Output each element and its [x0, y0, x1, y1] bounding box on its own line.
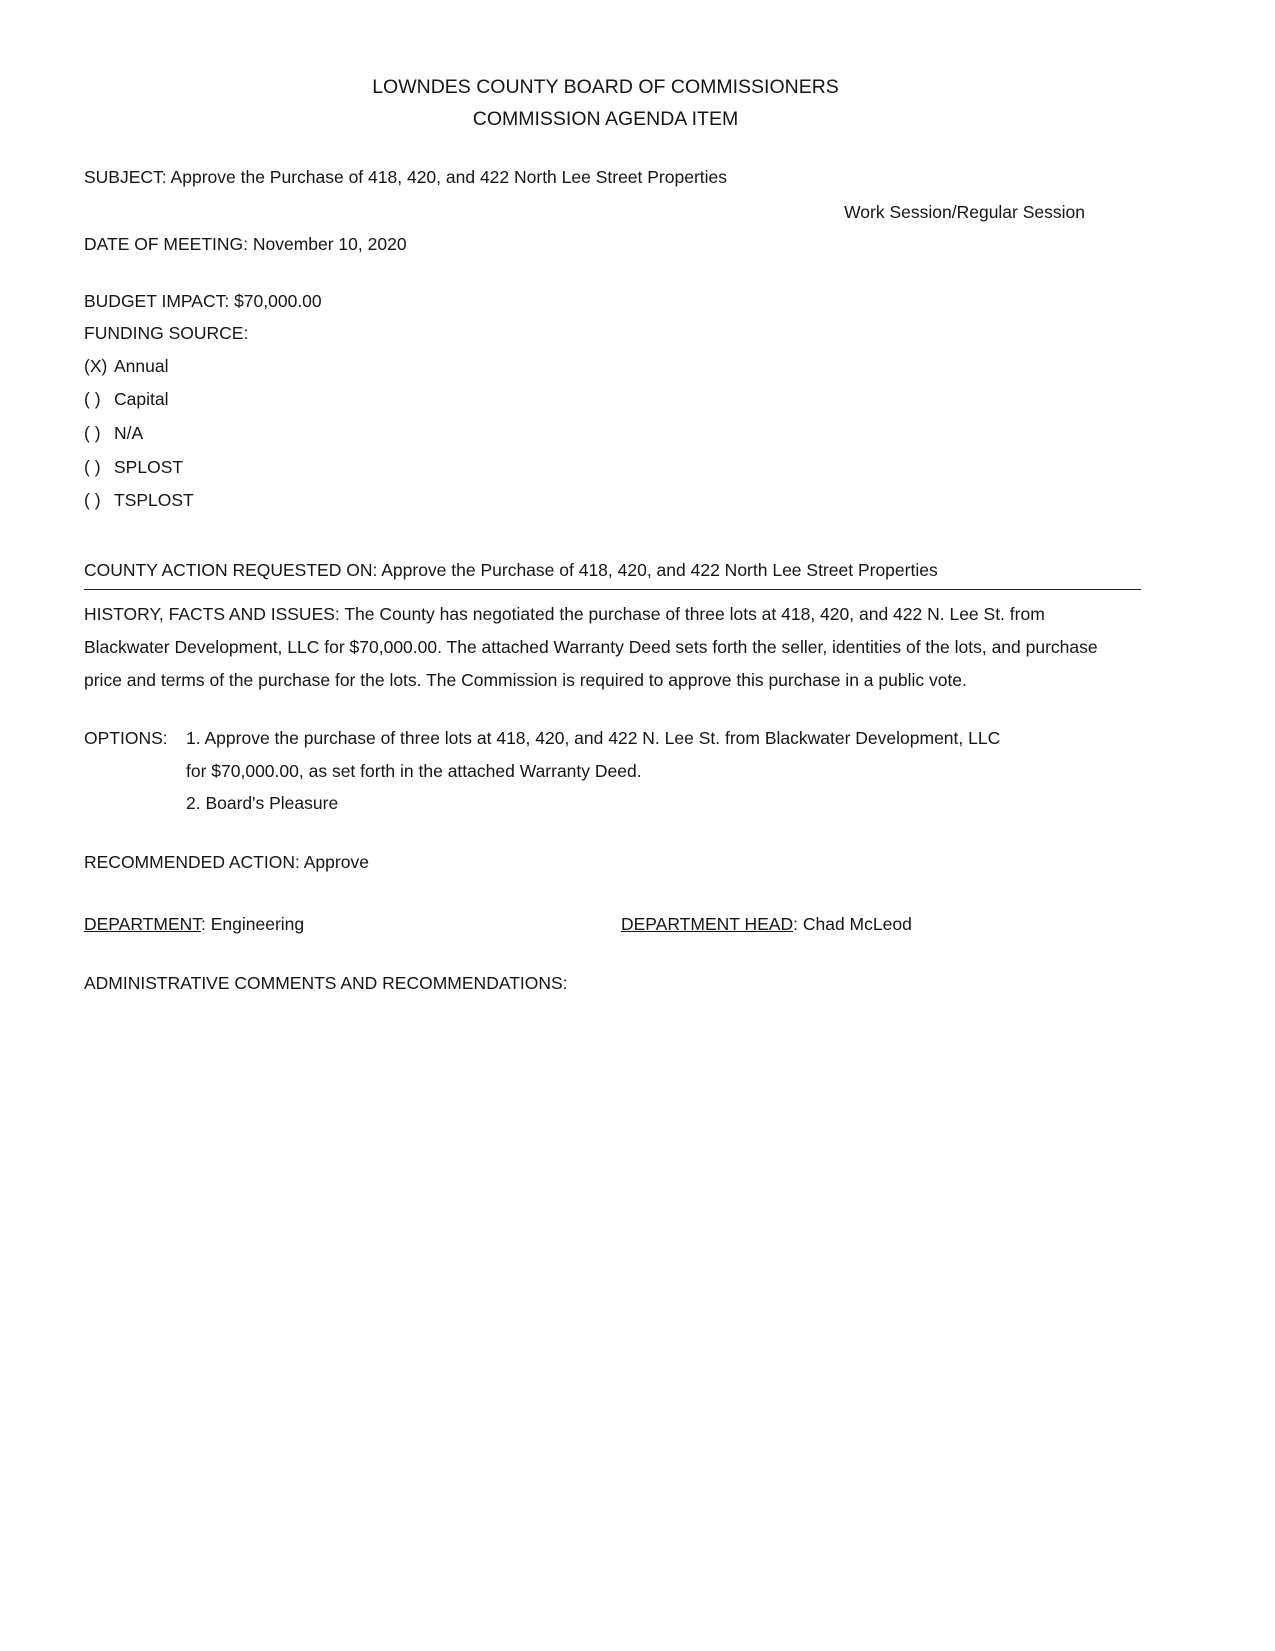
funding-option-tsplost [84, 484, 1127, 518]
funding-option-label: Capital [114, 389, 169, 410]
checkbox-mark: ( ) [84, 456, 101, 477]
funding-source-label: FUNDING SOURCE: [84, 323, 249, 344]
department-head [621, 908, 912, 941]
history-facts-issues [84, 598, 1127, 696]
document-title [84, 72, 1127, 135]
option-item-1: 1. Approve the purchase of three lots at 418, 420, and 422 N. Lee St. from Blackwater Development, LLC for $70,000.00, as set forth in the attached Warranty Deed. [186, 728, 1001, 781]
county-action-requested [84, 554, 1141, 591]
checkbox-mark: ( ) [84, 389, 101, 410]
checkbox-mark: (X) [84, 355, 108, 376]
funding-option-label: SPLOST [114, 456, 184, 477]
session-type: Work Session/Regular Session [844, 201, 1085, 222]
subject-line: SUBJECT: Approve the Purchase of 418, 420, and 422 North Lee Street Properties [84, 167, 728, 188]
history-label: HISTORY, FACTS AND ISSUES: [84, 604, 340, 625]
funding-option-label: TSPLOST [114, 490, 194, 511]
document-title-line1: LOWNDES COUNTY BOARD OF COMMISSIONERS [372, 76, 839, 98]
checkbox-mark: ( ) [84, 423, 101, 444]
funding-option-label: N/A [114, 423, 144, 444]
department-head-label: DEPARTMENT HEAD [621, 914, 794, 935]
document-title-line2: COMMISSION AGENDA ITEM [472, 107, 739, 130]
funding-option-splost [84, 451, 1127, 485]
checkbox-mark: ( ) [84, 490, 101, 511]
department [84, 908, 621, 941]
county-action-label: COUNTY ACTION REQUESTED ON: [84, 559, 378, 580]
funding-option-label: Annual [114, 355, 169, 376]
county-action-value: Approve the Purchase of 418, 420, and 422 North Lee Street Properties [381, 559, 938, 580]
funding-option-annual [84, 350, 1127, 384]
funding-option-capital [84, 383, 1127, 417]
recommended-action: RECOMMENDED ACTION: Approve [84, 851, 369, 872]
department-head-value: : Chad McLeod [793, 914, 912, 935]
department-value: : Engineering [201, 914, 305, 935]
funding-source-options [84, 350, 1127, 518]
options-section [84, 722, 1127, 820]
options-label: OPTIONS: [84, 728, 168, 749]
option-item-2: 2. Board's Pleasure [186, 793, 339, 814]
department-row [84, 908, 1127, 941]
department-label: DEPARTMENT [84, 914, 202, 935]
options-list [186, 722, 1127, 820]
date-of-meeting: DATE OF MEETING: November 10, 2020 [84, 234, 407, 255]
funding-option-na [84, 417, 1127, 451]
history-text: The County has negotiated the purchase of three lots at 418, 420, and 422 N. Lee St. from Blackwater Development, LLC for $70,000.00. The attached Warranty Deed sets forth the seller, identities of the lots, and purchase price and terms of the purchase for the lots. The Commission is required to approve this purchase in a public vote. [84, 604, 1098, 690]
administrative-comments: ADMINISTRATIVE COMMENTS AND RECOMMENDATIONS: [84, 972, 568, 993]
budget-impact: BUDGET IMPACT: $70,000.00 [84, 290, 322, 311]
